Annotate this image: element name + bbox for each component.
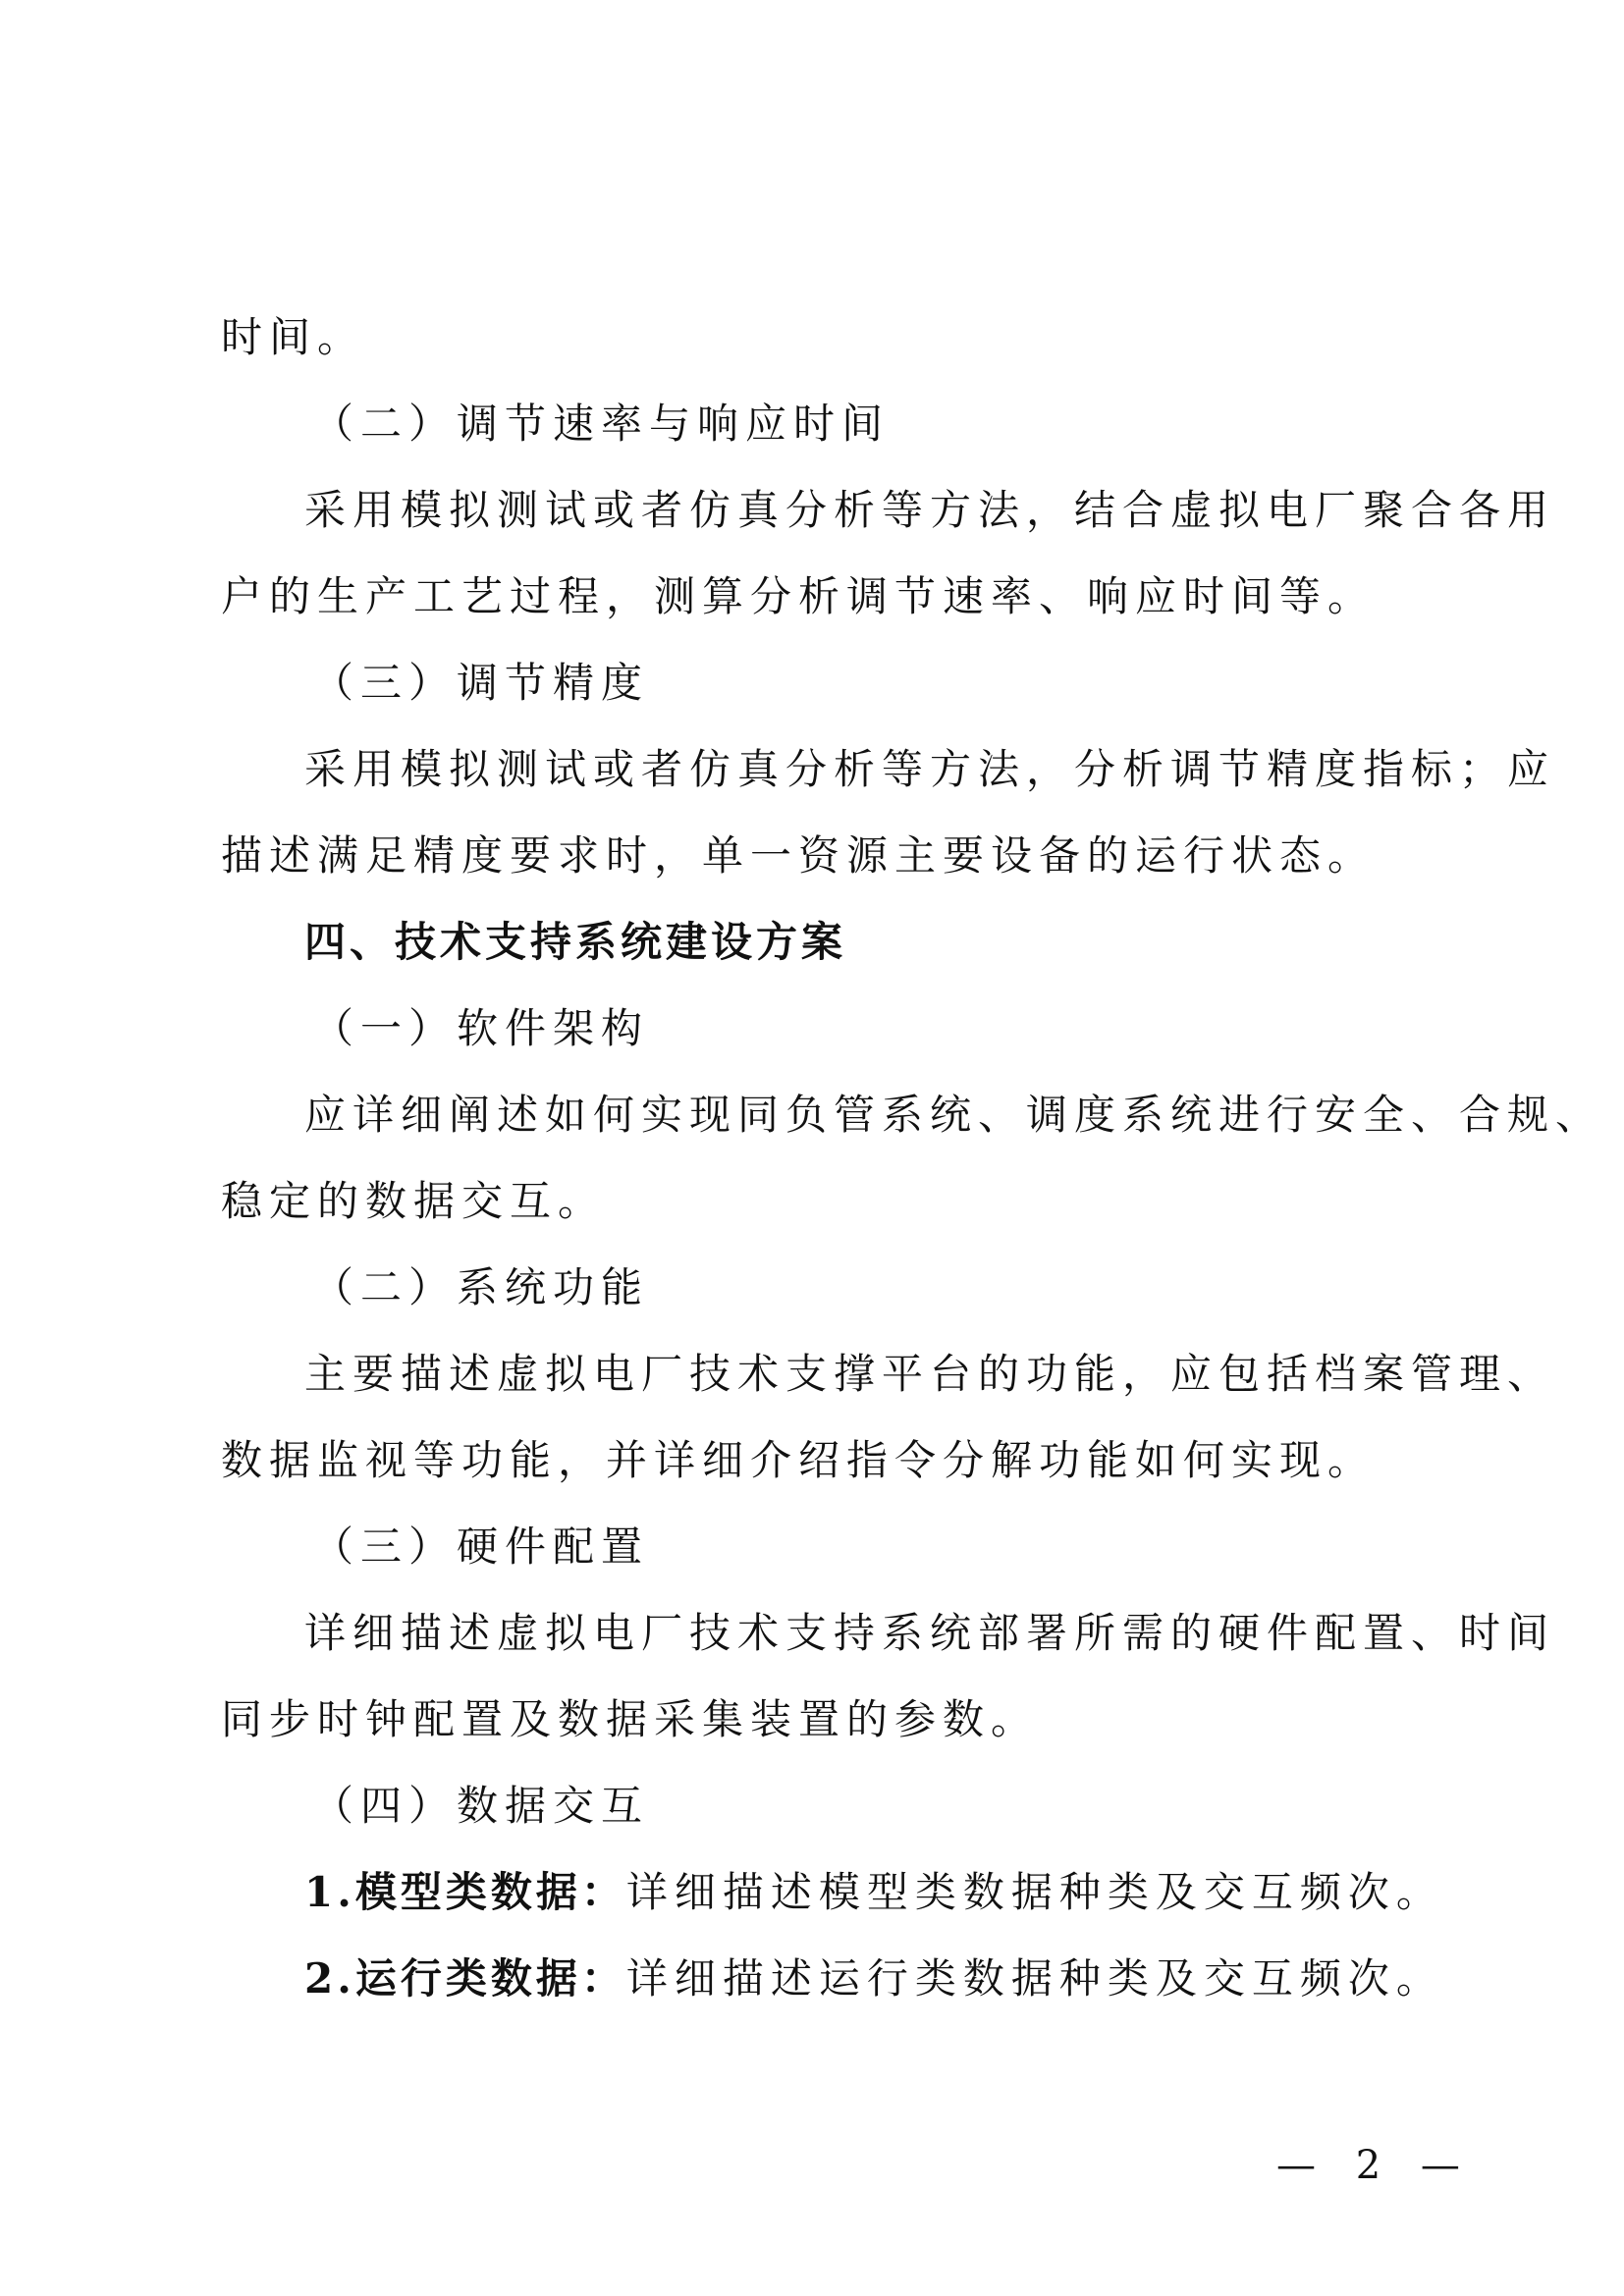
paragraph-line: 时间。 [221, 313, 366, 361]
subsection-heading: （二）系统功能 [312, 1263, 650, 1311]
section-heading: 四、技术支持系统建设方案 [304, 918, 847, 966]
subsection-heading: （三）硬件配置 [312, 1522, 650, 1571]
paragraph-line: 详细描述虚拟电厂技术支持系统部署所需的硬件配置、时间 [304, 1609, 1556, 1657]
paragraph-line: 稳定的数据交互。 [221, 1177, 607, 1225]
page-number: — 2 — [1276, 2143, 1474, 2188]
paragraph-line: 采用模拟测试或者仿真分析等方法，分析调节精度指标；应 [304, 745, 1556, 793]
list-item-text: 详细描述运行类数据种类及交互频次。 [625, 1954, 1444, 2002]
list-item-text: 详细描述模型类数据种类及交互频次。 [625, 1868, 1444, 1916]
paragraph-line: 户的生产工艺过程，测算分析调节速率、响应时间等。 [221, 572, 1377, 620]
paragraph-line: 主要描述虚拟电厂技术支撑平台的功能，应包括档案管理、 [304, 1350, 1556, 1398]
subsection-heading: （一）软件架构 [312, 1004, 650, 1052]
subsection-heading: （四）数据交互 [312, 1782, 650, 1830]
list-item-lead: 1.模型类数据： [304, 1868, 626, 1916]
subsection-heading: （二）调节速率与响应时间 [312, 400, 891, 448]
paragraph-line: 描述满足精度要求时，单一资源主要设备的运行状态。 [221, 831, 1377, 880]
subsection-heading: （三）调节精度 [312, 659, 650, 707]
paragraph-line: 数据监视等功能，并详细介绍指令分解功能如何实现。 [221, 1436, 1377, 1484]
paragraph-line: 采用模拟测试或者仿真分析等方法，结合虚拟电厂聚合各用 [304, 486, 1556, 534]
list-item-lead: 2.运行类数据： [304, 1954, 626, 2002]
list-item [304, 1953, 1492, 2004]
paragraph-line: 同步时钟配置及数据采集装置的参数。 [221, 1695, 1040, 1743]
paragraph-line: 应详细阐述如何实现同负管系统、调度系统进行安全、合规、 [304, 1091, 1604, 1139]
list-item [304, 1867, 1492, 1918]
